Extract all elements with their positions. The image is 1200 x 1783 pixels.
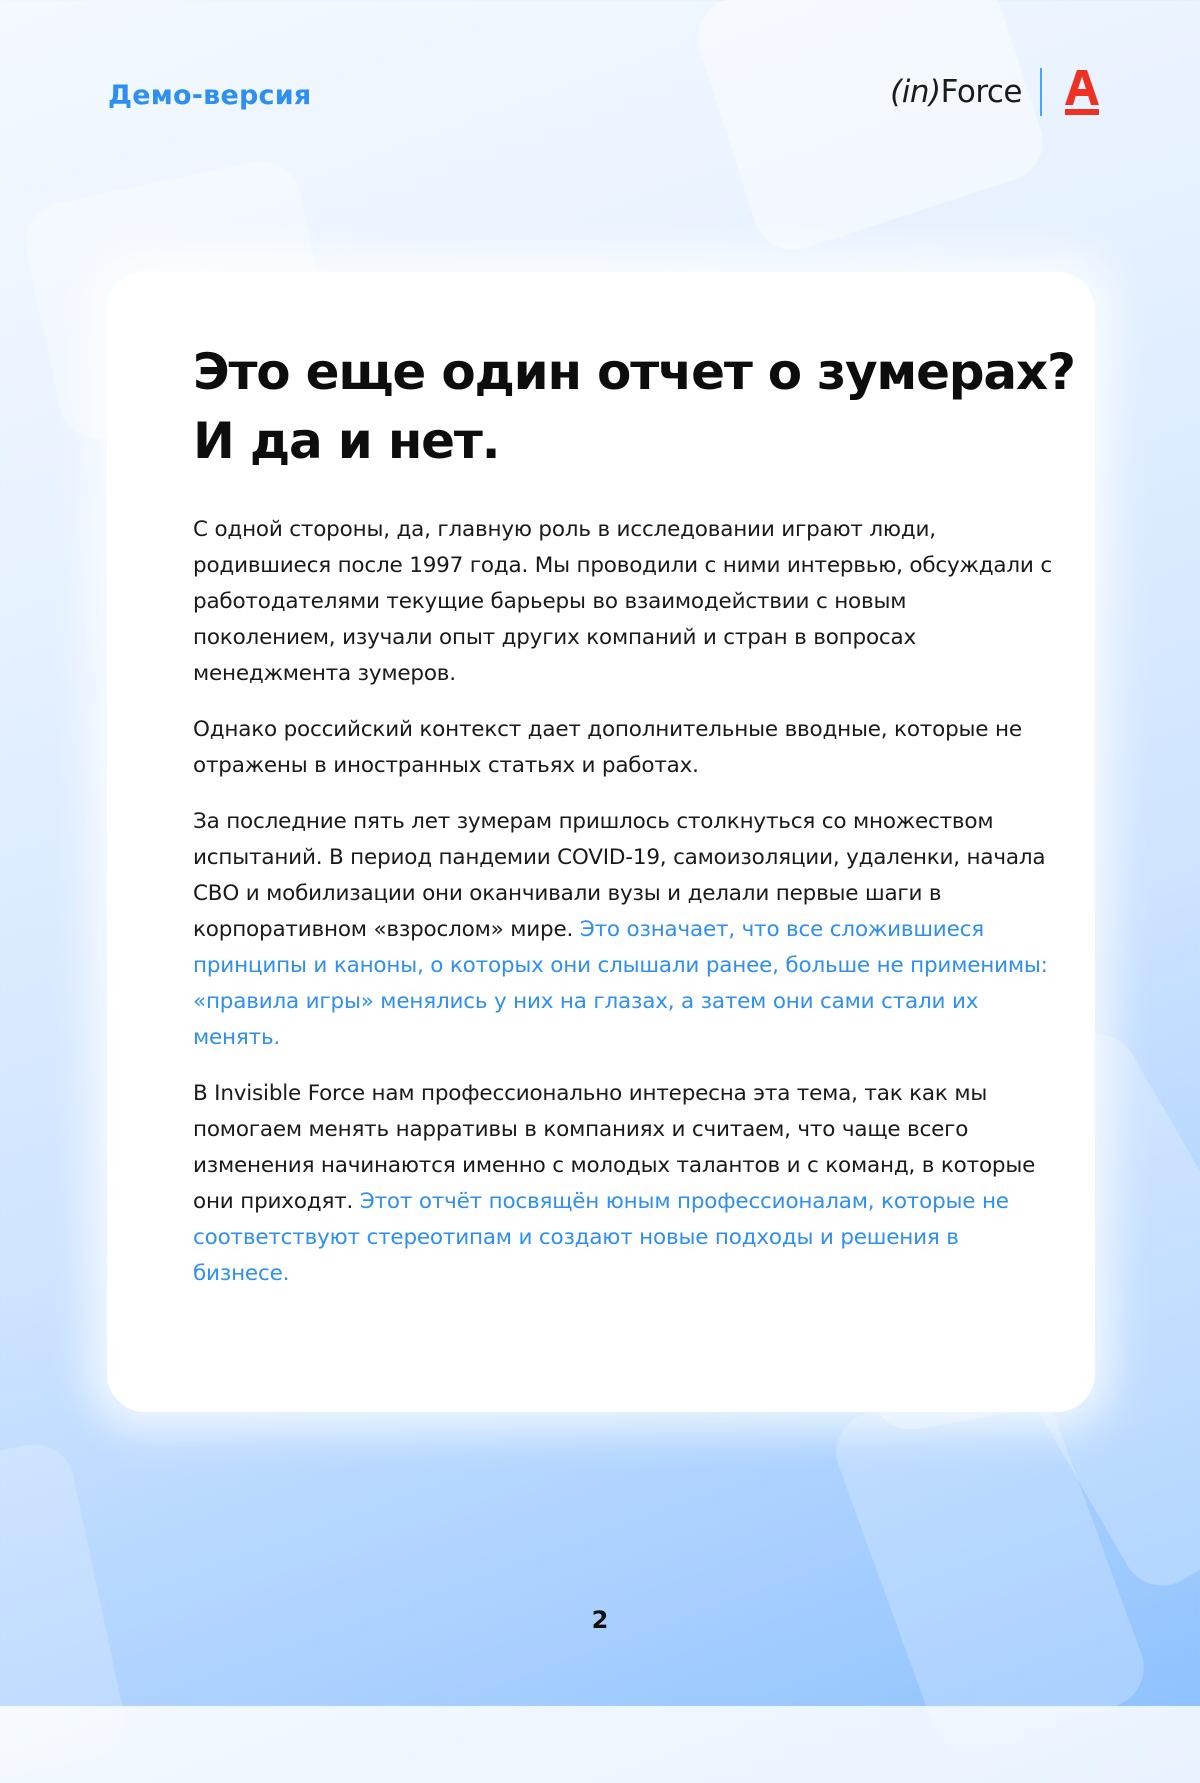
alfa-bank-icon — [1064, 67, 1100, 117]
page-number: 2 — [591, 1606, 609, 1634]
paragraph-4 — [193, 1076, 1053, 1292]
paragraph-1: С одной стороны, да, главную роль в исследовании играют люди, родившиеся после 1997 года. Мы проводили с ними интервью, обсуждали с работодателями текущие барьеры во взаимодействии с новым поколением, изучали опыт других компаний и стран в вопросах менеджмента зумеров. — [193, 517, 1052, 686]
content-card — [107, 272, 1095, 1412]
paragraph-4-highlight: Этот отчёт посвящён юным профессионалам, которые не соответствуют стереотипам и создают новые подходы и решения в бизнесе. — [193, 1189, 1009, 1286]
demo-version-label: Демо-версия — [108, 80, 312, 111]
paragraph-2: Однако российский контекст дает дополнительные вводные, которые не отражены в иностранных статьях и работах. — [193, 717, 1022, 778]
inforce-logo-in: (in) — [890, 74, 941, 110]
paragraph-4-text: В Invisible Force нам профессионально интересна эта тема, так как мы помогаем менять нарративы в компаниях и считаем, что чаще всего изменения начинаются именно с молодых талантов и с команд, в которые они приходят. — [193, 1081, 1036, 1214]
page-title-line2: И да и нет. — [193, 412, 500, 470]
paragraph-3 — [193, 804, 1053, 1056]
logo-divider — [1040, 68, 1042, 116]
decorative-shape — [687, 0, 1053, 260]
page-title — [193, 338, 1073, 476]
page-title-line1: Это еще один отчет о зумерах? — [193, 343, 1075, 401]
header-logos — [890, 64, 1100, 120]
body-text — [193, 512, 1053, 1312]
inforce-logo-force: Force — [940, 74, 1022, 110]
inforce-logo — [890, 74, 1022, 110]
paragraph-3-text: За последние пять лет зумерам пришлось столкнуться со множеством испытаний. В период пандемии COVID-19, самоизоляции, удаленки, начала СВО и мобилизации они оканчивали вузы и делали первые шаги в корпоративном «взрослом» мире. — [193, 809, 1046, 942]
paragraph-3-highlight: Это означает, что все сложившиеся принципы и каноны, о которых они слышали ранее, больше не применимы: «правила игры» менялись у них на глазах, а затем они сами стали их менять. — [193, 917, 1048, 1050]
